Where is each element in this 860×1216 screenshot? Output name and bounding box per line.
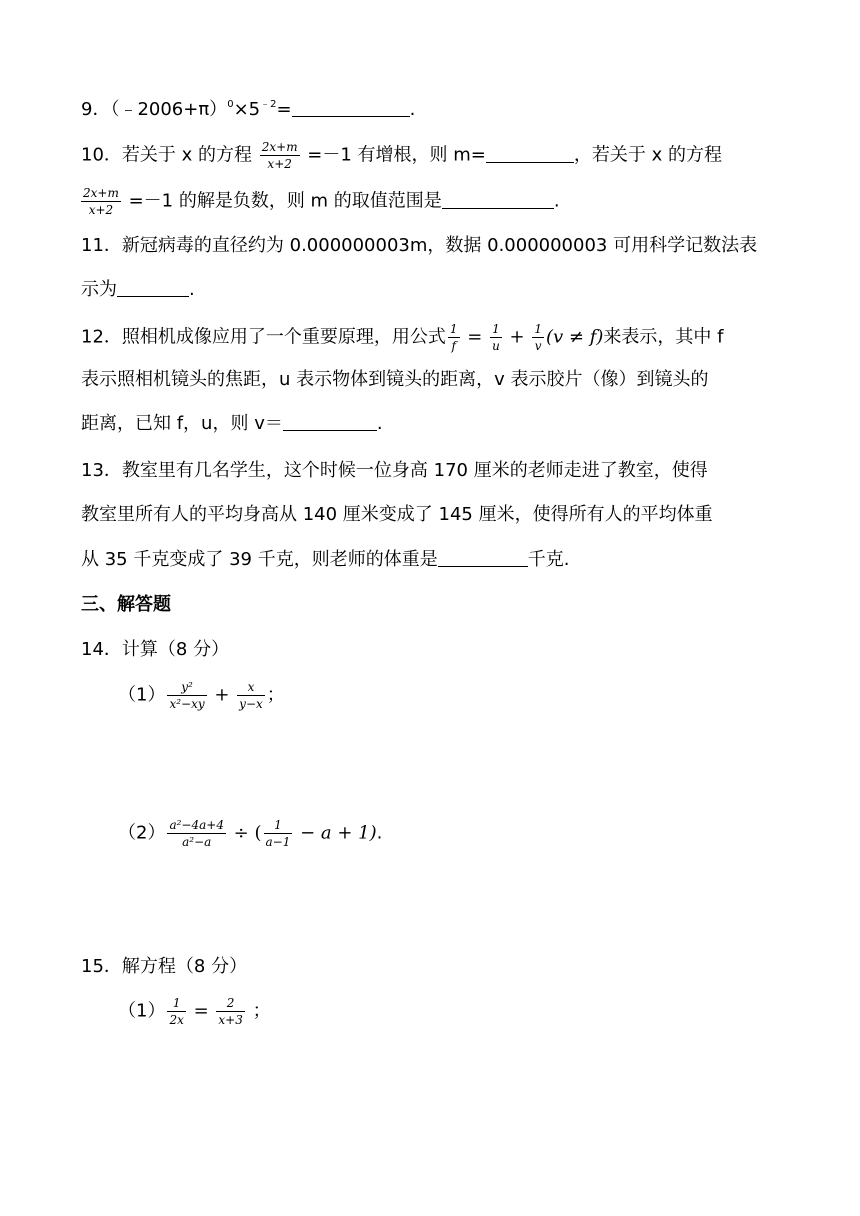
question-15-title: 15．解方程（8 分） xyxy=(81,956,248,977)
q15-p1-end: ； xyxy=(246,1000,271,1022)
question-11-line-2 xyxy=(81,277,195,303)
q10-answer-blank-1[interactable] xyxy=(486,144,574,163)
question-10-line-2 xyxy=(81,186,560,217)
q10-text-b: =－1 有增根，则 m= xyxy=(301,144,486,166)
q12-condition: (v ≠ f) xyxy=(545,326,604,348)
q14-p1-fraction-2: $\frac{x}{y-x}$ xyxy=(239,680,263,711)
q14-p2-fraction-2: $\frac{1}{a-1}$ xyxy=(265,818,291,849)
q10-answer-blank-2[interactable] xyxy=(442,190,554,209)
q12-text-line-3: 距离，已知 f，u，则 v＝ xyxy=(81,413,283,434)
q9-answer-blank[interactable] xyxy=(292,98,410,117)
q14-part-2-label: （2） xyxy=(118,822,166,844)
q12-fraction-1-over-v: $\frac{1}{v}$ xyxy=(534,322,542,353)
question-9 xyxy=(81,97,415,123)
question-15-part-1 xyxy=(118,996,271,1027)
q10-fraction-2: $\frac{2x+m}{x+2}$ xyxy=(83,186,119,217)
q14-p1-end: ； xyxy=(266,684,285,706)
q15-part-1-label: （1） xyxy=(118,1000,166,1022)
q14-p2-end: . xyxy=(376,822,383,844)
question-12-line-3 xyxy=(81,411,383,437)
q14-part-1-label: （1） xyxy=(118,684,166,706)
q13-text-line-3: 从 35 千克变成了 39 千克，则老师的体重是 xyxy=(81,549,438,570)
question-13-line-2 xyxy=(81,502,713,528)
q12-fraction-1-over-f: $\frac{1}{f}$ xyxy=(449,322,458,353)
question-12-line-2 xyxy=(81,367,709,393)
q11-answer-blank[interactable] xyxy=(117,278,189,297)
q12-text-line-2: 表示照相机镜头的焦距，u 表示物体到镜头的距离，v 表示胶片（像）到镜头的 xyxy=(81,369,709,390)
q15-p1-equals: = xyxy=(187,1000,215,1022)
question-12 xyxy=(81,322,723,353)
q9-period: . xyxy=(409,99,416,120)
question-14-title: 14．计算（8 分） xyxy=(81,639,230,660)
q10-text: 10．若关于 x 的方程 xyxy=(81,144,258,166)
q13-text-line-2: 教室里所有人的平均身高从 140 厘米变成了 145 厘米，使得所有人的平均体重 xyxy=(81,504,713,525)
q15-p1-fraction-1: $\frac{1}{2x}$ xyxy=(169,996,184,1027)
q12-text: 12．照相机成像应用了一个重要原理，用公式 xyxy=(81,326,446,348)
q9-equals: = xyxy=(276,99,292,120)
q14-p1-plus: + xyxy=(208,684,236,706)
q12-text-b: 来表示，其中 f xyxy=(603,326,724,348)
section-heading: 三、解答题 xyxy=(81,594,171,615)
q11-text: 11．新冠病毒的直径约为 0.000000003m，数据 0.000000003 可用科学记数法表 xyxy=(81,235,758,256)
q13-text: 13．教室里有几名学生，这个时候一位身高 170 厘米的老师走进了教室，使得 xyxy=(81,460,708,481)
q9-text: 9．（﹣2006+π） xyxy=(81,99,228,120)
q14-p2-rest: − a + 1) xyxy=(294,822,377,844)
q12-plus: + xyxy=(503,326,531,348)
q14-p1-fraction-1: $\frac{\text{y²}}{\text{x²−xy}}$ xyxy=(169,680,205,711)
q10-fraction: $\frac{2x+m}{x+2}$ xyxy=(261,140,298,171)
question-11 xyxy=(81,233,757,259)
q10-text-c: ，若关于 x 的方程 xyxy=(573,144,723,166)
q12-answer-blank[interactable] xyxy=(283,412,377,431)
q15-p1-fraction-2: $\frac{2}{x+3}$ xyxy=(218,996,243,1027)
q9-text-b: ×5 xyxy=(233,99,261,120)
q10-period: . xyxy=(553,190,560,212)
question-10 xyxy=(81,140,722,171)
question-14-part-2 xyxy=(118,818,382,849)
q14-p2-fraction-1: $\frac{\text{a²−4a+4}}{\text{a²−a}}$ xyxy=(169,818,224,849)
question-13 xyxy=(81,458,708,484)
q14-p2-divide: ÷ ( xyxy=(227,822,262,844)
q9-exponent-0: 0 xyxy=(227,99,234,110)
q13-unit: 千克. xyxy=(527,549,570,570)
q10-text-d: =－1 的解是负数，则 m 的取值范围是 xyxy=(122,190,442,212)
question-14-part-1 xyxy=(118,680,285,711)
q11-text-b: 示为 xyxy=(81,279,117,300)
question-13-line-3 xyxy=(81,547,569,573)
q9-exponent-neg2: ﹣2 xyxy=(260,99,277,110)
q11-period: . xyxy=(189,279,195,300)
q12-fraction-1-over-u: $\frac{1}{u}$ xyxy=(492,322,500,353)
q13-answer-blank[interactable] xyxy=(438,548,528,567)
q12-equals: = xyxy=(461,326,489,348)
q12-period: . xyxy=(376,413,383,434)
